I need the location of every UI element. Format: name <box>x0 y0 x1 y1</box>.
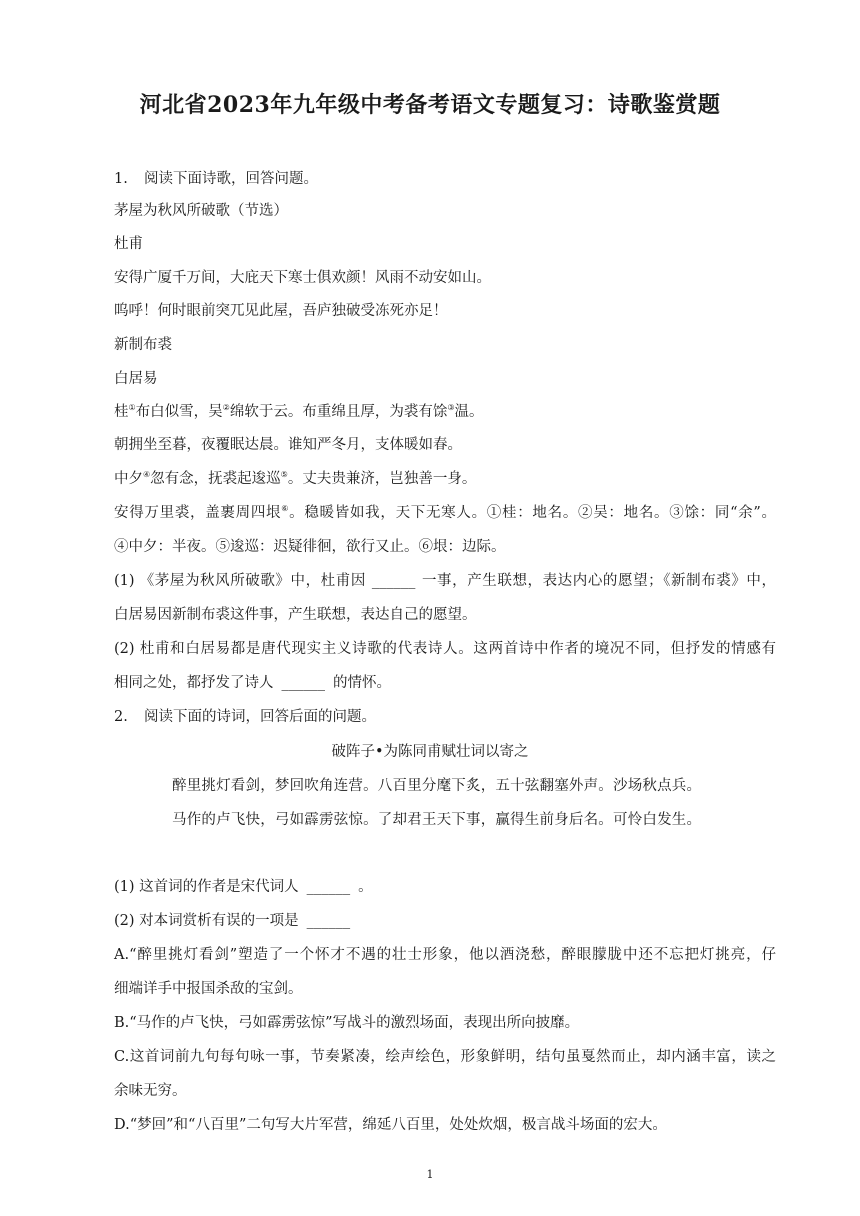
option-a[interactable]: A.“醉里挑灯看剑”塑造了一个怀才不遇的壮士形象，他以酒浇愁，醉眼朦胧中还不忘把灯挑亮，仔 <box>114 947 776 963</box>
text: 《茅屋为秋风所破歌》中，杜甫因 <box>139 573 366 589</box>
text: 杜甫和白居易都是唐代现实主义诗歌的代表诗人。这两首诗中作者的境况不同，但抒发的情感有 <box>139 641 777 657</box>
subquestion-number: (1) <box>114 573 135 589</box>
question-1-number: 1. <box>114 171 128 187</box>
poem-2-line-1 <box>114 401 484 423</box>
option-c[interactable]: C.这首词前九句每句咏一事，节奏紧凑，绘声绘色，形象鲜明，结句虽戛然而止，却内涵丰富，读之 <box>114 1049 776 1065</box>
option-a-cont: 细端详手中报国杀敌的宝剑。 <box>114 981 303 997</box>
page-title: 河北省2023年九年级中考备考语文专题复习：诗歌鉴赏题 <box>139 92 721 118</box>
poem-1-line-1: 安得广厦千万间，大庇天下寒士俱欢颜！风雨不动安如山。 <box>114 270 491 286</box>
subquestion-2-1 <box>114 876 373 898</box>
question-2-number: 2. <box>114 709 128 725</box>
poem-1-line-2: 呜呼！何时眼前突兀见此屋，吾庐独破受冻死亦足！ <box>114 303 448 319</box>
poem-2-title: 新制布裘 <box>114 337 172 353</box>
text: 安得万里裘，盖裹周四垠 <box>114 505 282 521</box>
poem-1-author: 杜甫 <box>114 236 143 252</box>
footnote-marker: ② <box>222 403 230 413</box>
text: 的情怀。 <box>333 675 391 691</box>
subquestion-1-2-cont <box>114 672 391 694</box>
text: 相同之处，都抒发了诗人 <box>114 675 274 691</box>
option-d[interactable]: D.“梦回”和“八百里”二句写大片军营，绵延八百里，处处炊烟，极言战斗场面的宏大。 <box>114 1117 667 1133</box>
subquestion-1-1-cont: 白居易因新制布裘这件事，产生联想，表达自己的愿望。 <box>114 607 477 623</box>
text: 绵软于云。布重绵且厚，为裘有馀 <box>229 404 448 420</box>
poem-3-line-1: 醉里挑灯看剑，梦回吹角连营。八百里分麾下炙，五十弦翻塞外声。沙场秋点兵。 <box>172 778 702 794</box>
subquestion-number: (2) <box>114 913 135 929</box>
text: 。稳暖皆如我，天下无寒人。①桂：地名。②吴：地名。③馀：同“余”。 <box>289 505 777 521</box>
subquestion-number: (2) <box>114 641 135 657</box>
page-number: 1 <box>426 1168 434 1181</box>
poem-3-line-2: 马作的卢飞快，弓如霹雳弦惊。了却君王天下事，赢得生前身后名。可怜白发生。 <box>172 812 702 828</box>
text: 对本词赏析有误的一项是 <box>139 913 299 929</box>
answer-blank[interactable]: ______ <box>281 675 325 691</box>
footnote-marker: ⑥ <box>281 504 290 514</box>
poem-2-author: 白居易 <box>114 371 158 387</box>
poem-2-line-2: 朝拥坐至暮，夜覆眠达晨。谁知严冬月，支体暖如春。 <box>114 437 462 453</box>
footnote-marker: ④ <box>143 470 151 480</box>
poem-1-title: 茅屋为秋风所破歌（节选） <box>114 203 288 219</box>
subquestion-number: (1) <box>114 879 135 895</box>
answer-blank[interactable]: ______ <box>306 879 351 895</box>
question-2-header <box>114 706 376 728</box>
text: 这首词的作者是宋代词人 <box>139 879 299 895</box>
subquestion-1-2 <box>114 638 776 660</box>
answer-blank[interactable]: ______ <box>306 913 351 929</box>
text: 桂 <box>114 404 129 420</box>
text: 布白似雪，吴 <box>135 404 223 420</box>
text: 温。 <box>454 404 484 420</box>
poem-2-line-4 <box>114 502 776 524</box>
subquestion-2-2 <box>114 910 358 932</box>
footnotes-continued: ④中夕：半夜。⑤逡巡：迟疑徘徊，欲行又止。⑥垠：边际。 <box>114 539 506 555</box>
poem-2-line-3 <box>114 468 476 490</box>
footnote-marker: ⑤ <box>280 470 288 480</box>
poem-3-title: 破阵子•为陈同甫赋壮词以寄之 <box>331 744 529 760</box>
footnote-marker: ① <box>128 403 136 413</box>
option-b[interactable]: B.“马作的卢飞快，弓如霹雳弦惊”写战斗的激烈场面，表现出所向披靡。 <box>114 1015 580 1031</box>
subquestion-1-1 <box>114 570 776 592</box>
question-1-instruction: 阅读下面诗歌，回答问题。 <box>144 171 318 187</box>
text: 一事，产生联想，表达内心的愿望；《新制布裘》中， <box>421 573 777 589</box>
question-2-instruction: 阅读下面的诗词，回答后面的问题。 <box>144 709 376 725</box>
text: 忽有念，抚裘起逡巡 <box>150 471 281 487</box>
footnote-marker: ③ <box>447 403 455 413</box>
text: 。丈夫贵兼济，岂独善一身。 <box>287 471 477 487</box>
option-c-cont: 余味无穷。 <box>114 1083 187 1099</box>
answer-blank[interactable]: ______ <box>371 573 416 589</box>
question-1-header <box>114 168 318 190</box>
text: 。 <box>358 879 373 895</box>
text: 中夕 <box>114 471 143 487</box>
